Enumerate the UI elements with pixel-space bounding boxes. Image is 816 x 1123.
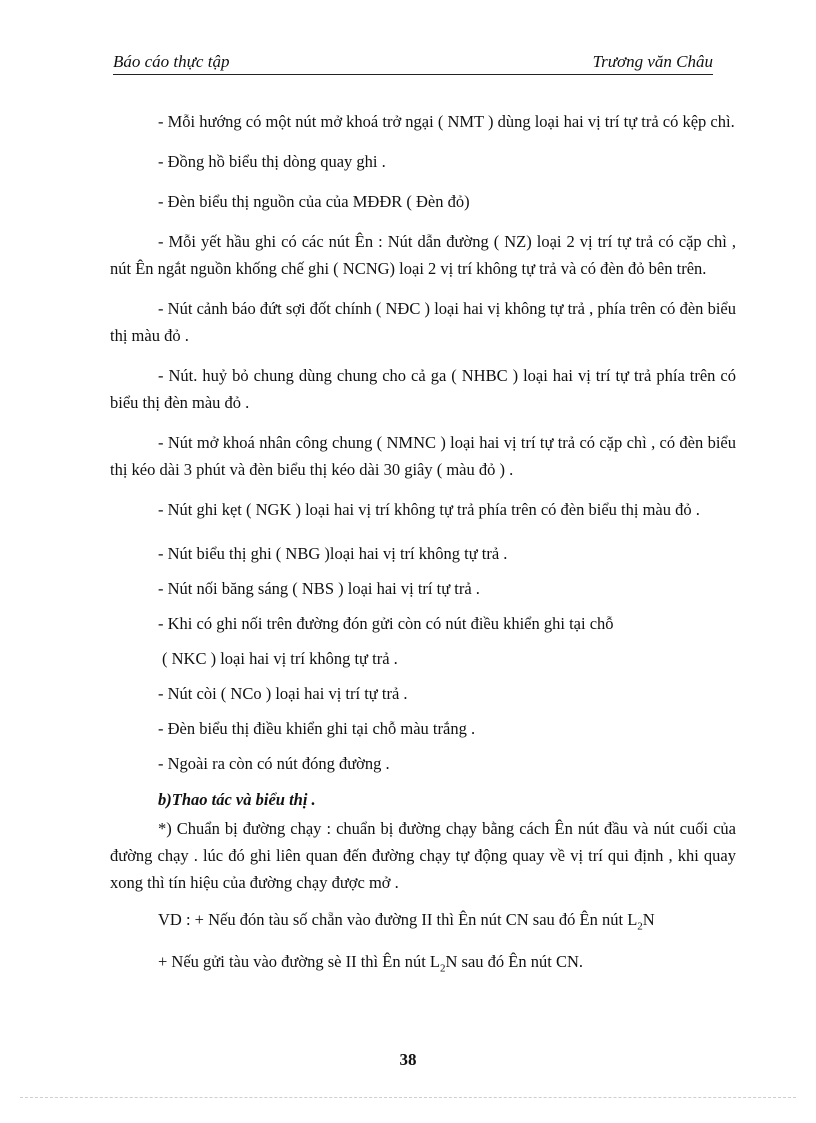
list-line: - Khi có ghi nối trên đường đón gửi còn có nút điều khiển ghi tại chỗ [158, 614, 614, 633]
list-line: - Ngoài ra còn có nút đóng đường . [158, 754, 390, 773]
example-text: N sau đó Ên nút CN. [445, 952, 583, 972]
example-line-1 [110, 902, 736, 944]
header-right: Trương văn Châu [592, 52, 713, 71]
paragraph: - Mỗi hướng có một nút mở khoá trở ngại ( NMT ) dùng loại hai vị trí tự trả có kệp chì. [158, 112, 735, 131]
list-line: - Nút nối băng sáng ( NBS ) loại hai vị trí tự trả . [158, 579, 480, 598]
page-number: 38 [399, 1050, 417, 1069]
example-line-2 [110, 944, 736, 986]
list-line: - Nút còi ( NCo ) loại hai vị trí tự trả . [158, 684, 408, 703]
paragraph: - Nút ghi kẹt ( NGK ) loại hai vị trí không tự trả phía trên có đèn biểu thị màu đỏ . [158, 500, 700, 519]
paragraph: - Nút mở khoá nhân công chung ( NMNC ) loại hai vị trí tự trả có cặp chì , có đèn biểu thị kéo dài 3 phút và đèn biểu thị kéo dài 30 giây ( màu đỏ ) . [110, 433, 736, 479]
paragraph: - Đồng hồ biểu thị dòng quay ghi . [158, 152, 386, 171]
example-text: N [642, 910, 655, 929]
paragraph: - Mỗi yết hầu ghi có các nút Ên : Nút dẫn đường ( NZ) loại 2 vị trí tự trả có cặp chì , nút Ên ngắt nguồn khống chế ghi ( NCNG) loại 2 vị trí không tự trả và có đèn đỏ bên trên. [110, 232, 736, 278]
page-header [113, 52, 713, 75]
document-body [110, 108, 736, 987]
paragraph: - Đèn biểu thị nguồn của của MĐĐR ( Đèn đỏ) [158, 192, 470, 211]
list-line: - Đèn biểu thị điều khiển ghi tại chỗ màu trắng . [158, 719, 476, 738]
section-paragraph: *) Chuẩn bị đường chạy : chuẩn bị đường chạy bằng cách Ên nút đầu và nút cuối của đường chạy . lúc đó ghi liên quan đến đường chạy tự động quay về vị trí qui định , khi quay xong thì tín hiệu của đường chạy được mở . [110, 819, 736, 892]
page-bottom-divider [20, 1097, 796, 1098]
paragraph: - Nút. huỷ bỏ chung dùng chung cho cả ga ( NHBC ) loại hai vị trí tự trả phía trên có biểu thị đèn màu đỏ . [110, 366, 736, 412]
example-text: + Nếu gửi tàu vào đường sè II thì Ên nút L [158, 952, 440, 972]
list-line: - Nút biểu thị ghi ( NBG )loại hai vị trí không tự trả . [158, 544, 508, 563]
section-heading: b)Thao tác và biểu thị . [158, 790, 316, 809]
example-text: VD : + Nếu đón tàu số chẵn vào đường II thì Ên nút CN sau đó Ên nút L [158, 910, 638, 929]
paragraph: - Nút cảnh báo đứt sợi đốt chính ( NĐC ) loại hai vị không tự trả , phía trên có đèn biểu thị màu đỏ . [110, 299, 736, 345]
subscript: 2 [440, 962, 446, 975]
subscript: 2 [637, 920, 643, 933]
list-line: ( NKC ) loại hai vị trí không tự trả . [162, 649, 398, 668]
header-left: Báo cáo thực tập [113, 52, 230, 71]
